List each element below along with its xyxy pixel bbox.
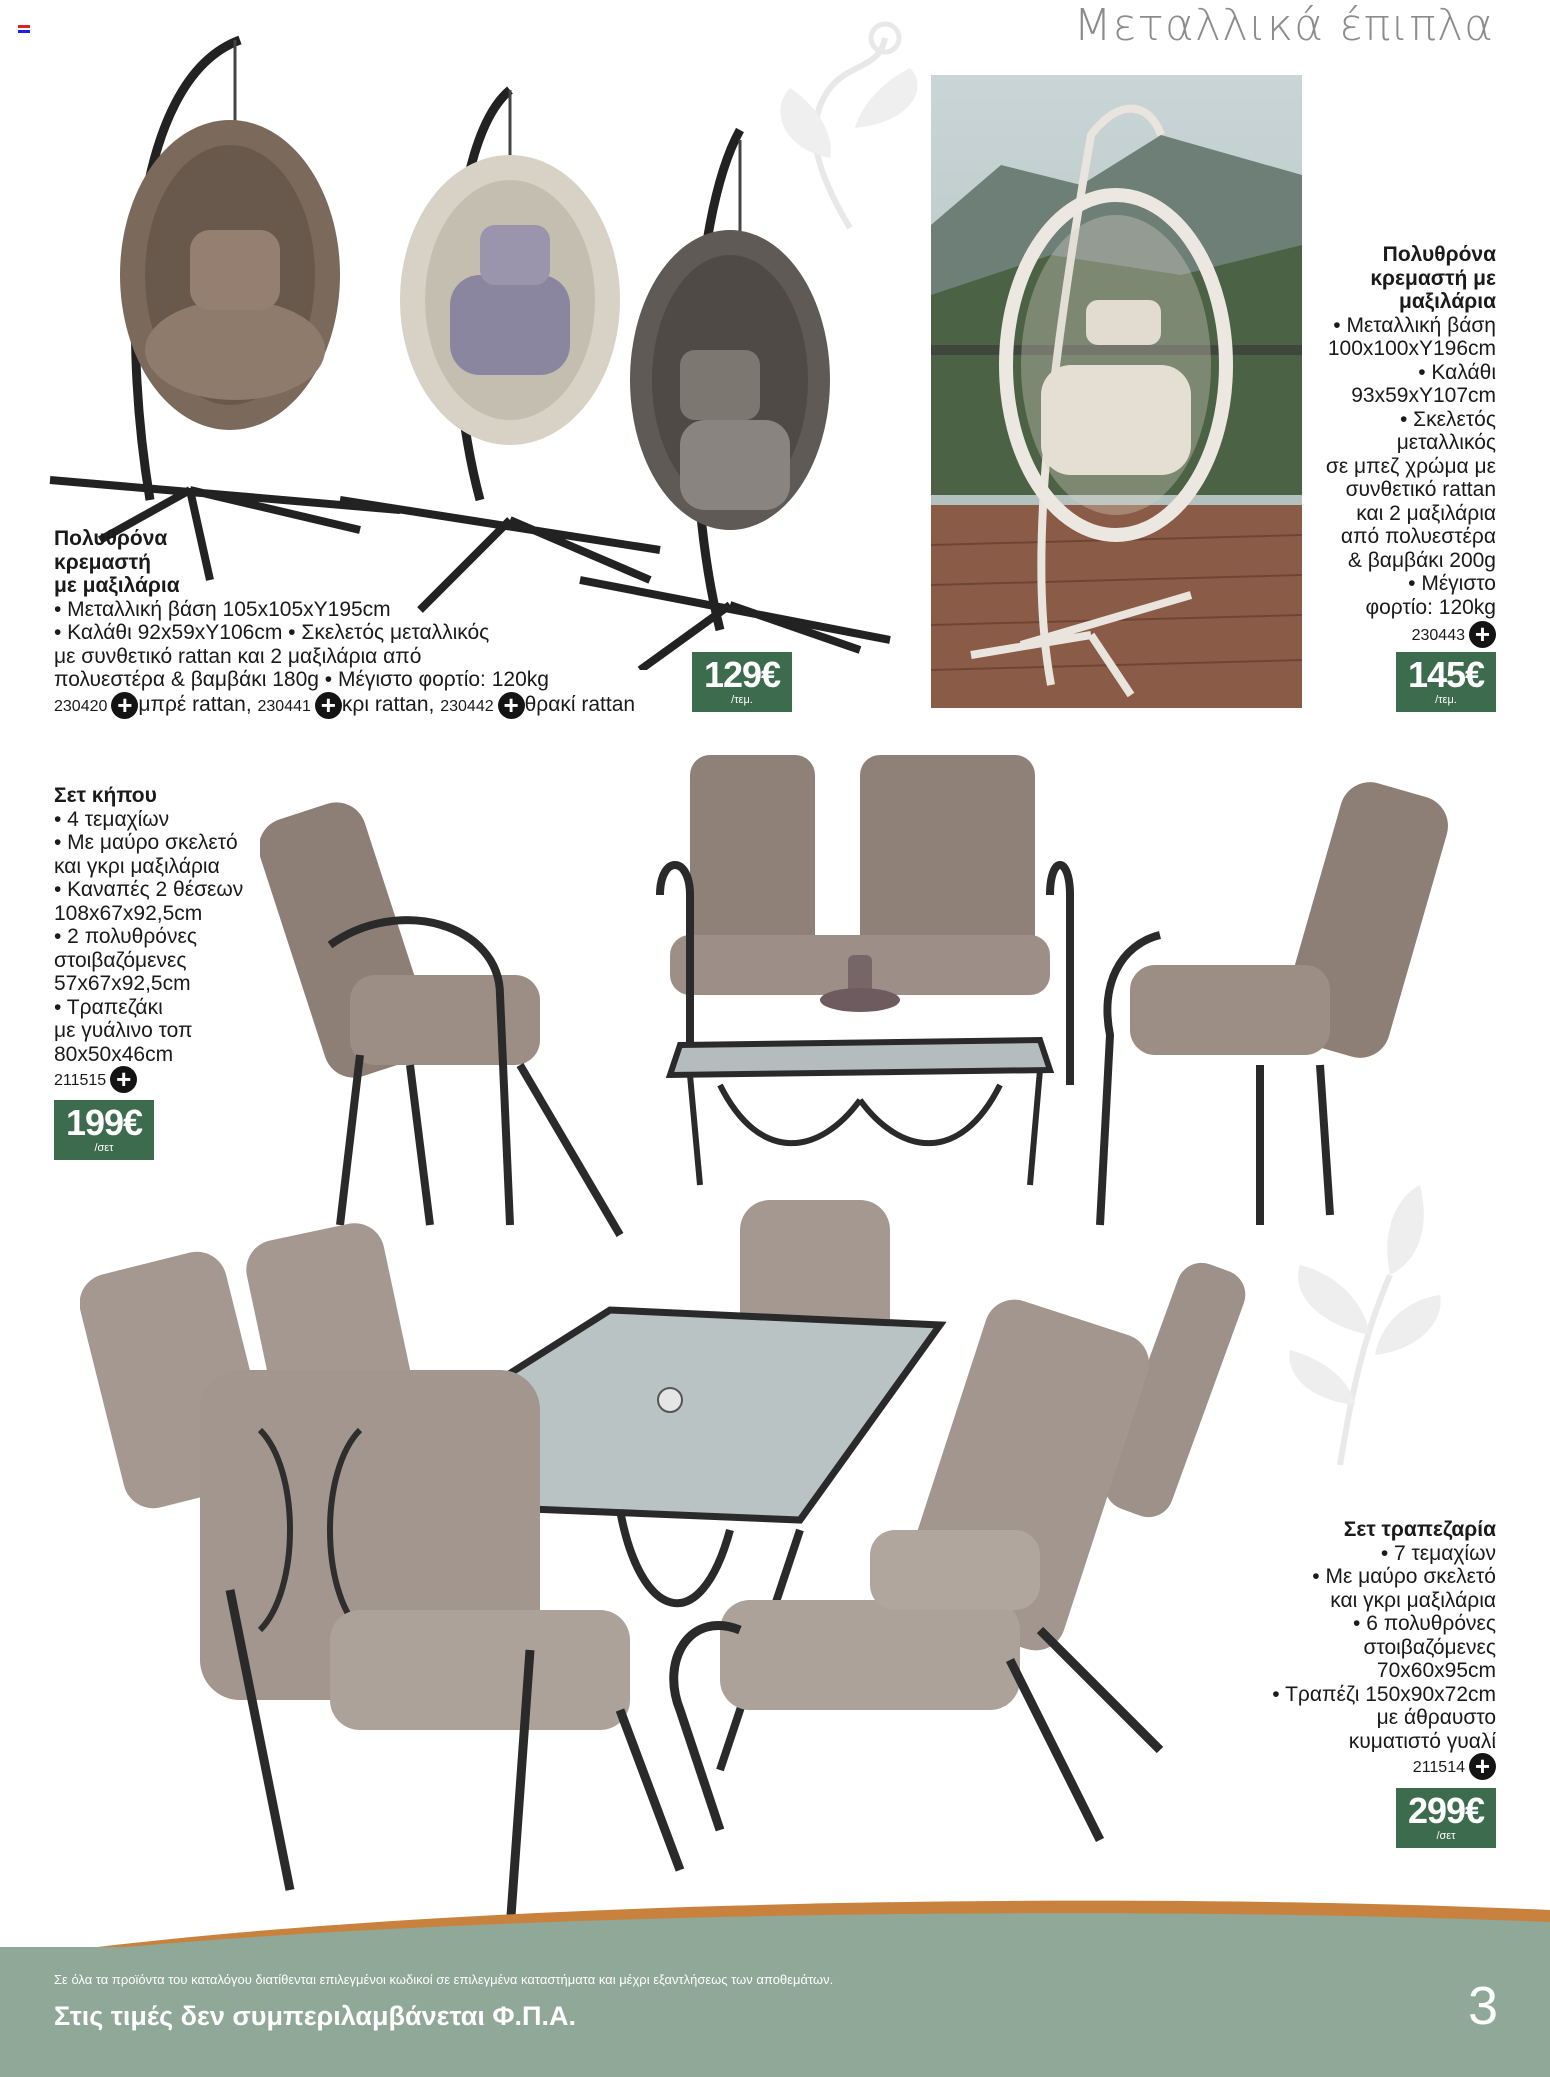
variant-label: θρακί rattan xyxy=(524,692,636,716)
add-plus-icon[interactable]: + xyxy=(498,692,525,719)
add-plus-icon[interactable]: + xyxy=(111,692,138,719)
dining-set-photo xyxy=(80,1190,1270,1950)
product-code-row xyxy=(1236,1753,1496,1780)
spec-line: 80x50x46cm xyxy=(54,1042,174,1066)
spec-line: • Καλάθι xyxy=(1418,360,1496,384)
spec-line: • Καναπές 2 θέσεων xyxy=(54,878,244,901)
add-plus-icon[interactable]: + xyxy=(1469,1753,1496,1780)
spec-line: • 2 πολυθρόνες xyxy=(54,925,197,948)
add-plus-icon[interactable]: + xyxy=(315,692,342,719)
spec-line: • Μεταλλική βάση 105x105xΥ195cm xyxy=(54,597,391,621)
spec-line: 100x100xΥ196cm xyxy=(1327,337,1496,360)
product-name: Σετ τραπεζαρία xyxy=(1343,1518,1496,1541)
product-name: Πολυθρόνα xyxy=(54,527,168,550)
product-codes xyxy=(54,689,674,720)
product-code: 211514 xyxy=(1412,1759,1465,1777)
price-tag xyxy=(1396,1788,1496,1848)
spec-line: με συνθετικό rattan και 2 μαξιλάρια από xyxy=(54,644,422,668)
product-name: κρεμαστή με xyxy=(1370,266,1496,290)
product-name: Πολυθρόνα xyxy=(1382,243,1496,266)
spec-line: 93x59xΥ107cm xyxy=(1351,384,1496,407)
price-unit: /σετ xyxy=(1436,1830,1456,1842)
price-unit: /σετ xyxy=(94,1142,114,1154)
spec-line: και γκρι μαξιλάρια xyxy=(1330,1588,1496,1612)
spec-line: • 4 τεμαχίων xyxy=(54,807,170,831)
price-tag xyxy=(692,652,792,712)
spec-line: 70x60x95cm xyxy=(1376,1659,1496,1682)
spec-line: • Καλάθι 92x59xΥ106cm • Σκελετός μεταλλικός xyxy=(54,621,490,644)
product-code-row xyxy=(1246,621,1496,648)
spec-line: συνθετικό rattan xyxy=(1345,478,1496,501)
spec-line: με άθραυστο xyxy=(1376,1706,1496,1729)
spec-line: πολυεστέρα & βαμβάκι 180g • Μέγιστο φορτίο: 120kg xyxy=(54,668,549,691)
footer-disclaimer: Σε όλα τα προϊόντα του καταλόγου διατίθενται επιλεγμένοι κωδικοί σε επιλεγμένα καταστήματα και μέχρι εξαντλήσεως των αποθεμάτων. xyxy=(54,1972,834,1987)
spec-line: • Με μαύρο σκελετό xyxy=(54,831,238,854)
product-name: μαξιλάρια xyxy=(1398,290,1496,313)
spec-line: φορτίο: 120kg xyxy=(1365,595,1496,619)
spec-line: • 6 πολυθρόνες xyxy=(1353,1612,1496,1635)
price-unit: /τεμ. xyxy=(1435,694,1457,706)
price-tag xyxy=(1396,652,1496,712)
price-tag xyxy=(54,1100,154,1160)
product-code: 230420 xyxy=(54,697,108,715)
decorative-leaf-icon xyxy=(1280,1185,1450,1480)
product-code: 230443 xyxy=(1411,627,1465,645)
spec-line: με γυάλινο τοπ xyxy=(54,1019,193,1042)
spec-line: μεταλλικός xyxy=(1396,431,1496,454)
spec-line: 57x67x92,5cm xyxy=(54,972,191,995)
price-amount: 145€ xyxy=(1407,654,1485,695)
product-name: με μαξιλάρια xyxy=(54,574,180,597)
price-amount: 199€ xyxy=(65,1102,143,1143)
variant-label: κρι rattan, xyxy=(341,692,435,716)
spec-line: στοιβαζόμενες xyxy=(54,948,187,972)
product-code: 211515 xyxy=(54,1072,107,1090)
product-code: 230442 xyxy=(440,697,494,715)
product-code-row xyxy=(54,1066,284,1093)
spec-line: • Σκελετός xyxy=(1400,407,1496,431)
spec-line: • Μεταλλική βάση xyxy=(1333,313,1496,337)
price-amount: 299€ xyxy=(1407,1790,1485,1831)
section-title: Μεταλλικά έπιπλα xyxy=(1073,0,1494,51)
dining-set-description xyxy=(1236,1518,1496,1780)
variant-label: μπρέ rattan, xyxy=(138,692,252,716)
spec-line: • Μέγιστο xyxy=(1408,572,1496,595)
spec-line: κυματιστό γυαλί xyxy=(1348,1729,1496,1753)
price-amount: 129€ xyxy=(703,654,781,695)
spec-line: • 7 τεμαχίων xyxy=(1380,1541,1496,1565)
spec-line: από πολυεστέρα xyxy=(1340,525,1496,548)
add-plus-icon[interactable]: + xyxy=(1469,621,1496,648)
product-code: 230441 xyxy=(257,697,311,715)
spec-line: & βαμβάκι 200g xyxy=(1347,548,1496,572)
garden-set-description xyxy=(54,784,284,1093)
add-plus-icon[interactable]: + xyxy=(110,1066,137,1093)
spec-line: στοιβαζόμενες xyxy=(1363,1635,1496,1659)
spec-line: σε μπεζ χρώμα με xyxy=(1325,454,1496,478)
hanging-chair-white-description xyxy=(1246,243,1496,648)
spec-line: • Με μαύρο σκελετό xyxy=(1312,1565,1496,1588)
price-unit: /τεμ. xyxy=(731,694,753,706)
spec-line: • Τραπεζάκι xyxy=(54,995,163,1019)
page-number: 3 xyxy=(1467,1976,1498,2036)
spec-line: • Τραπέζι 150x90x72cm xyxy=(1272,1682,1496,1706)
spec-line: 108x67x92,5cm xyxy=(54,901,203,925)
spec-line: και γκρι μαξιλάρια xyxy=(54,854,220,878)
vat-note: Στις τιμές δεν συμπεριλαμβάνεται Φ.Π.Α. xyxy=(54,2001,577,2031)
flag-icon xyxy=(18,20,30,28)
spec-line: και 2 μαξιλάρια xyxy=(1356,501,1496,525)
product-name: Σετ κήπου xyxy=(54,784,157,807)
product-name: κρεμαστή xyxy=(54,550,151,574)
garden-set-photo xyxy=(260,735,1500,1255)
hanging-chair-description xyxy=(54,527,674,719)
